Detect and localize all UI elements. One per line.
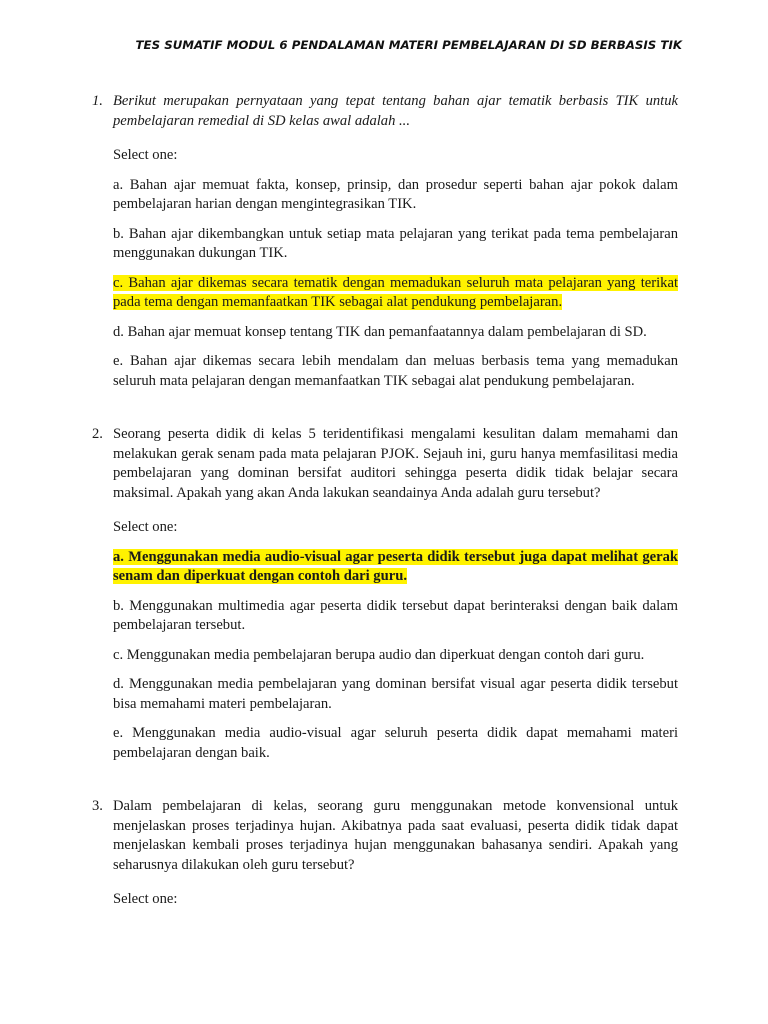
option-a[interactable]: a. Bahan ajar memuat fakta, konsep, prinsip, dan prosedur seperti bahan ajar pokok dalam pembelajaran harian dengan mengintegrasikan TIK. [113, 176, 678, 212]
option-a-highlighted[interactable] [113, 548, 678, 587]
question-1 [92, 92, 678, 391]
question-stem: Berikut merupakan pernyataan yang tepat tentang bahan ajar tematik berbasis TIK untuk pembelajaran remedial di SD kelas awal adalah ... [113, 93, 678, 129]
option-d[interactable]: d. Menggunakan media pembelajaran yang dominan bersifat visual agar peserta didik tersebut bisa memahami materi pembelajaran. [113, 676, 678, 712]
question-number: 3. [92, 798, 103, 814]
question-stem: Seorang peserta didik di kelas 5 teridentifikasi mengalami kesulitan dalam memahami dan melakukan gerak senam pada mata pelajaran PJOK. Sejauh ini, guru hanya memfasilitasi media pembelajaran yang dominan bersifat auditori sehingga peserta didik tidak belajar secara maksimal. Apakah yang akan Anda lakukan seandainya Anda adalah guru tersebut? [113, 426, 678, 501]
select-one-label: Select one: [113, 891, 178, 907]
select-one-label: Select one: [113, 147, 178, 163]
option-b[interactable]: b. Menggunakan multimedia agar peserta didik tersebut dapat berinteraksi dengan baik dalam pembelajaran tersebut. [113, 597, 678, 633]
highlighted-answer: c. Bahan ajar dikemas secara tematik dengan memadukan seluruh mata pelajaran yang terikat pada tema dengan memanfaatkan TIK sebagai alat pendukung pembelajaran. [113, 274, 678, 310]
question-number: 1. [92, 93, 103, 109]
option-e[interactable]: e. Menggunakan media audio-visual agar seluruh peserta didik dapat memahami materi pembelajaran dengan baik. [113, 725, 678, 761]
option-d[interactable]: d. Bahan ajar memuat konsep tentang TIK dan pemanfaatannya dalam pembelajaran di SD. [113, 323, 647, 340]
option-b[interactable]: b. Bahan ajar dikembangkan untuk setiap mata pelajaran yang terikat pada tema pembelajaran menggunakan dukungan TIK. [113, 225, 678, 261]
question-number: 2. [92, 426, 103, 442]
document-header: TES SUMATIF MODUL 6 PENDALAMAN MATERI PEMBELAJARAN DI SD BERBASIS TIK [135, 38, 682, 52]
option-c[interactable]: c. Menggunakan media pembelajaran berupa audio dan diperkuat dengan contoh dari guru. [113, 646, 645, 663]
question-2 [92, 425, 678, 763]
select-one-label: Select one: [113, 519, 178, 535]
option-e[interactable]: e. Bahan ajar dikemas secara lebih mendalam dan meluas berbasis tema yang memadukan seluruh mata pelajaran dengan memanfaatkan TIK sebagai alat pendukung pembelajaran. [113, 353, 678, 389]
highlighted-answer: a. Menggunakan media audio-visual agar peserta didik tersebut juga dapat melihat gerak senam dan diperkuat dengan contoh dari guru. [113, 548, 678, 584]
question-stem: Dalam pembelajaran di kelas, seorang guru menggunakan metode konvensional untuk menjelaskan proses terjadinya hujan. Akibatnya pada saat evaluasi, peserta didik tidak dapat menjelaskan kembali proses terjadinya hujan menggunakan bahasanya sendiri. Apakah yang seharusnya dilakukan oleh guru tersebut? [113, 798, 678, 873]
option-c-highlighted[interactable] [113, 274, 678, 313]
question-3 [92, 797, 678, 910]
